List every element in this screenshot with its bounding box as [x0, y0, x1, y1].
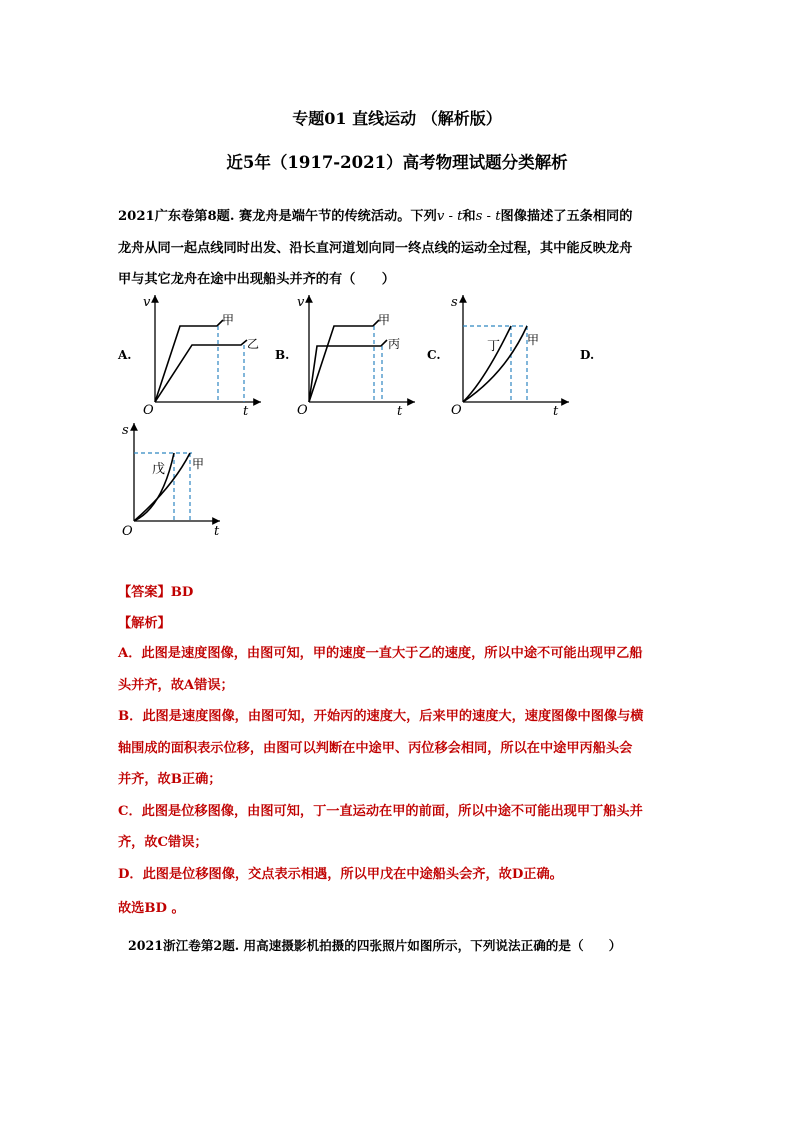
analysis-c-line-2: 齐，故C错误；	[118, 835, 208, 850]
analysis-label: 【解析】	[118, 616, 171, 631]
answer-line	[118, 581, 193, 600]
option-b-label: B.	[275, 348, 290, 362]
y-axis-label: v	[143, 295, 151, 310]
curve-jia	[155, 320, 223, 402]
origin-label: O	[143, 403, 154, 418]
curve-label-yi: 乙	[247, 337, 260, 351]
option-a-label: A.	[118, 348, 132, 362]
curve-label-ding: 丁	[487, 339, 501, 354]
x-axis-label: t	[553, 404, 559, 419]
answer-label: 【答案】	[118, 585, 171, 600]
analysis-b-line-3: 并齐，故B正确；	[118, 772, 222, 787]
analysis-b-line-2: 轴围成的面积表示位移，由图可以判断在中途甲、丙位移会相同，所以在中途甲丙船头会	[118, 740, 633, 756]
curve-yi	[155, 340, 247, 402]
y-axis-label: s	[122, 423, 129, 438]
question-1-line-1: 2021广东卷第8题. 赛龙舟是端午节的传统活动。下列v - t和s - t图像描述了五条相同的	[118, 209, 633, 224]
answer-value: BD	[170, 585, 194, 600]
conclusion-text: 故选BD 。	[118, 901, 185, 916]
analysis-a-line-2: 头并齐，故A错误；	[118, 677, 234, 693]
graph-a	[135, 290, 265, 420]
question-1-line-2: 龙舟从同一起点线同时出发、沿长直河道划向同一终点线的运动全过程，其中能反映龙舟	[118, 240, 633, 256]
x-axis-label: t	[214, 524, 220, 539]
page-subtitle: 近5年（1917-2021）高考物理试题分类解析	[226, 153, 568, 172]
curve-label-jia: 甲	[378, 313, 391, 327]
curve-jia	[309, 320, 379, 402]
x-axis-label: t	[243, 404, 249, 419]
analysis-b-line-1: B．此图是速度图像，由图可知，开始丙的速度大，后来甲的速度大，速度图像中图像与横	[118, 709, 644, 724]
curve-label-wu: 戊	[152, 462, 166, 477]
analysis-body	[118, 638, 688, 890]
curve-label-jia: 甲	[527, 333, 540, 347]
origin-label: O	[122, 524, 133, 539]
option-d-label: D.	[580, 348, 595, 362]
analysis-c-line-1: C．此图是位移图像，由图可知，丁一直运动在甲的前面，所以中途不可能出现甲丁船头并	[118, 803, 643, 819]
origin-label: O	[451, 403, 462, 418]
question-1-line-3: 甲与其它龙舟在途中出现船头并齐的有（ ）	[118, 272, 395, 287]
origin-label: O	[297, 403, 308, 418]
question-1-text	[118, 201, 688, 296]
option-c-label: C.	[427, 348, 441, 362]
graph-c	[443, 290, 573, 420]
graph-d	[114, 418, 244, 544]
x-axis-label: t	[397, 404, 403, 419]
analysis-d-line-1: D．此图是位移图像，交点表示相遇，所以甲戊在中途船头会齐，故D正确。	[118, 866, 563, 882]
y-axis-label: s	[451, 295, 458, 310]
page-title: 专题01 直线运动 （解析版）	[292, 109, 502, 128]
y-axis-label: v	[297, 295, 305, 310]
curve-label-jia: 甲	[222, 313, 235, 327]
question-2-text: 2021浙江卷第2题. 用高速摄影机拍摄的四张照片如图所示，下列说法正确的是（ ）	[128, 938, 622, 953]
curve-label-bing: 丙	[388, 337, 401, 351]
curve-bing	[309, 340, 387, 402]
curve-label-jia: 甲	[192, 457, 205, 471]
graph-b	[289, 290, 419, 420]
analysis-a-line-1: A．此图是速度图像，由图可知，甲的速度一直大于乙的速度，所以中途不可能出现甲乙船	[118, 646, 643, 661]
